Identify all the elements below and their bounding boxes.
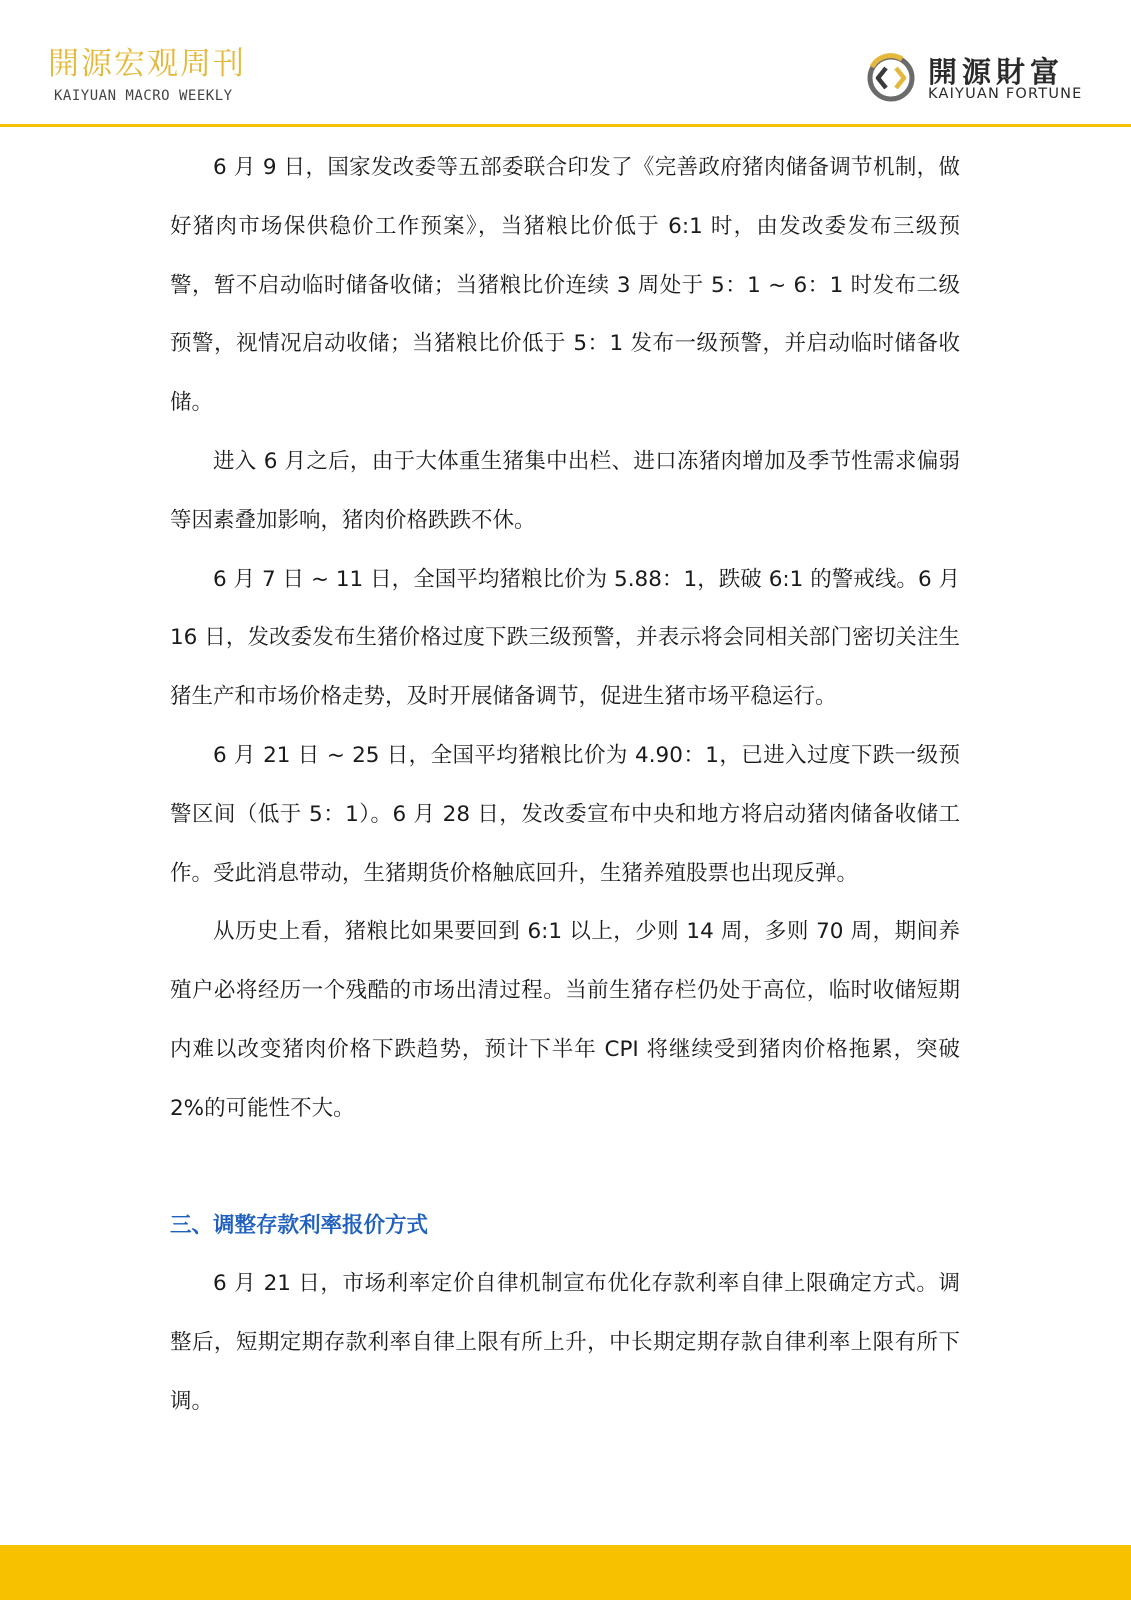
company-logo: [866, 50, 1086, 106]
kaiyuan-logo-icon: [866, 53, 916, 103]
paragraph: 从历史上看，猪粮比如果要回到 6:1 以上，少则 14 周，多则 70 周，期间养殖户必将经历一个残酷的市场出清过程。当前生猪存栏仍处于高位，临时收储短期内难以改变猪肉价格下跌趋势，预计下半年 CPI 将继续受到猪肉价格拖累，突破 2%的可能性不大。: [170, 919, 960, 1121]
page-header: [0, 0, 1131, 126]
header-divider: [0, 124, 1131, 127]
logo-english-text: KAIYUAN FORTUNE: [928, 86, 1083, 102]
footer-bar: [0, 1545, 1131, 1600]
article-body: [170, 139, 960, 1432]
brand-title: 開源宏观周刊: [48, 46, 246, 82]
paragraph: 6 月 21 日，市场利率定价自律机制宣布优化存款利率自律上限确定方式。调整后，短期定期存款利率自律上限有所上升，中长期定期存款自律利率上限有所下调。: [170, 1271, 960, 1414]
paragraph: 6 月 9 日，国家发改委等五部委联合印发了《完善政府猪肉储备调节机制，做好猪肉市场保供稳价工作预案》，当猪粮比价低于 6:1 时，由发改委发布三级预警，暂不启动临时储备收储；当猪粮比价连续 3 周处于 5：1 ~ 6：1 时发布二级预警，视情况启动收储；当猪粮比价低于 5：1 发布一级预警，并启动临时储备收储。: [170, 155, 960, 416]
paragraph: 进入 6 月之后，由于大体重生猪集中出栏、进口冻猪肉增加及季节性需求偏弱等因素叠加影响，猪肉价格跌跌不休。: [170, 448, 960, 533]
section-heading: 三、调整存款利率报价方式: [170, 1212, 429, 1238]
paragraph: 6 月 7 日 ~ 11 日，全国平均猪粮比价为 5.88：1，跌破 6:1 的警戒线。6 月 16 日，发改委发布生猪价格过度下跌三级预警，并表示将会同相关部门密切关注生猪生产和市场价格走势，及时开展储备调节，促进生猪市场平稳运行。: [170, 566, 960, 710]
paragraph: 6 月 21 日 ~ 25 日，全国平均猪粮比价为 4.90：1，已进入过度下跌一级预警区间（低于 5：1）。6 月 28 日，发改委宣布中央和地方将启动猪肉储备收储工作。受此消息带动，生猪期货价格触底回升，生猪养殖股票也出现反弹。: [170, 742, 960, 886]
logo-chinese-text: 開源財富: [928, 55, 1065, 89]
section-spacer: [170, 1139, 960, 1197]
brand-subtitle: KAIYUAN MACRO WEEKLY: [54, 88, 233, 104]
